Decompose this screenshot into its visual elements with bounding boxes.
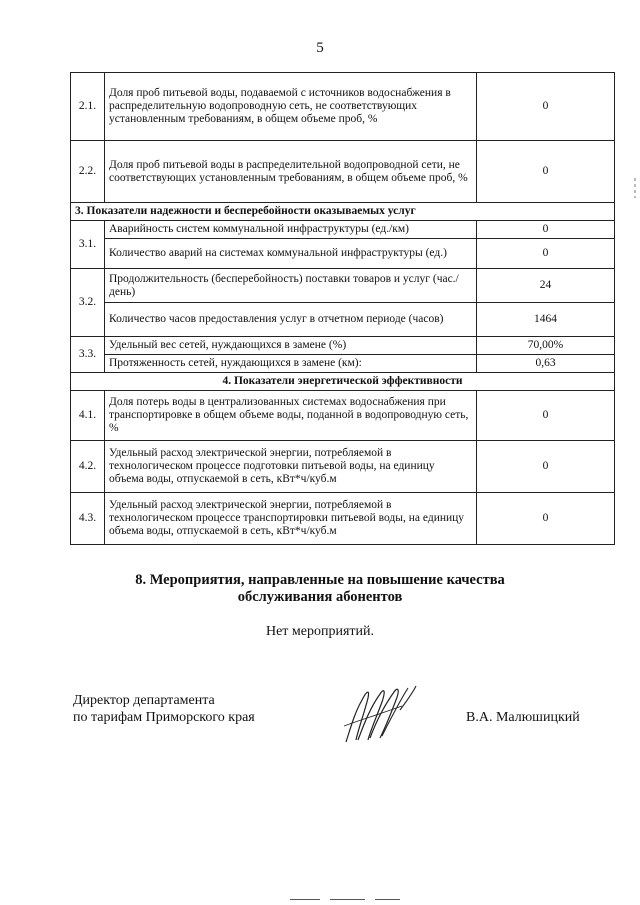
row-value: 70,00%	[477, 337, 615, 355]
section8-heading-line2: обслуживания абонентов	[237, 589, 403, 605]
signatory-position-line1: Директор департамента	[73, 693, 215, 708]
row-description: Доля потерь воды в централизованных системах водоснабжения при транспортировке в общем объеме воды, поданной в водопроводную сеть, %	[105, 391, 477, 441]
table-row	[71, 73, 615, 141]
table-row	[71, 337, 615, 355]
row-description: Количество часов предоставления услуг в отчетном периоде (часов)	[105, 303, 477, 337]
section8-heading-line1: 8. Мероприятия, направленные на повышение качества	[135, 572, 505, 588]
row-number: 3.2.	[71, 269, 105, 337]
scan-artifact-lines	[290, 898, 400, 901]
indicators-table	[70, 72, 615, 545]
table-row	[71, 493, 615, 545]
row-description: Удельный расход электрической энергии, потребляемой в технологическом процессе подготовки питьевой воды, на единицу объема воды, отпускаемой в сеть, кВт*ч/куб.м	[105, 441, 477, 493]
scan-artifact-mark	[634, 178, 636, 198]
signatory-name: В.А. Малюшицкий	[466, 710, 580, 725]
row-value: 0	[477, 391, 615, 441]
row-number: 3.3.	[71, 337, 105, 373]
row-number: 2.2.	[71, 141, 105, 203]
table-row	[71, 355, 615, 373]
row-value: 0	[477, 239, 615, 269]
row-number: 2.1.	[71, 73, 105, 141]
table-row	[71, 441, 615, 493]
row-number: 3.1.	[71, 221, 105, 269]
row-number: 4.2.	[71, 441, 105, 493]
table-row	[71, 221, 615, 239]
table-row	[71, 391, 615, 441]
row-value: 0	[477, 221, 615, 239]
row-value: 0,63	[477, 355, 615, 373]
row-description: Аварийность систем коммунальной инфраструктуры (ед./км)	[105, 221, 477, 239]
handwritten-signature	[340, 680, 418, 750]
row-number: 4.1.	[71, 391, 105, 441]
signatory-position	[73, 692, 255, 726]
section-title: 3. Показатели надежности и бесперебойности оказываемых услуг	[71, 203, 615, 221]
table-row	[71, 141, 615, 203]
table-row	[71, 239, 615, 269]
row-description: Количество аварий на системах коммунальной инфраструктуры (ед.)	[105, 239, 477, 269]
row-description: Протяженность сетей, нуждающихся в замене (км):	[105, 355, 477, 373]
row-description: Удельный вес сетей, нуждающихся в замене (%)	[105, 337, 477, 355]
signatory-position-line2: по тарифам Приморского края	[73, 710, 255, 725]
row-value: 0	[477, 141, 615, 203]
table-row	[71, 303, 615, 337]
row-value: 0	[477, 73, 615, 141]
row-description: Удельный расход электрической энергии, потребляемой в технологическом процессе транспортировки питьевой воды, на единицу объема воды, отпускаемой в сеть, кВт*ч/куб.м	[105, 493, 477, 545]
table-row	[71, 269, 615, 303]
row-value: 0	[477, 441, 615, 493]
section-title: 4. Показатели энергетической эффективности	[71, 373, 615, 391]
page-number: 5	[316, 40, 324, 56]
section-row	[71, 203, 615, 221]
row-description: Доля проб питьевой воды в распределительной водопроводной сети, не соответствующих установленным требованиям, в общем объеме проб, %	[105, 141, 477, 203]
row-description: Доля проб питьевой воды, подаваемой с источников водоснабжения в распределительную водопроводную сеть, не соответствующих установленным требованиям, в общем объеме проб, %	[105, 73, 477, 141]
row-description: Продолжительность (бесперебойность) поставки товаров и услуг (час./день)	[105, 269, 477, 303]
section-row	[71, 373, 615, 391]
row-value: 0	[477, 493, 615, 545]
section8-text: Нет мероприятий.	[265, 624, 375, 639]
row-number: 4.3.	[71, 493, 105, 545]
section8-heading	[60, 572, 580, 606]
row-value: 1464	[477, 303, 615, 337]
row-value: 24	[477, 269, 615, 303]
